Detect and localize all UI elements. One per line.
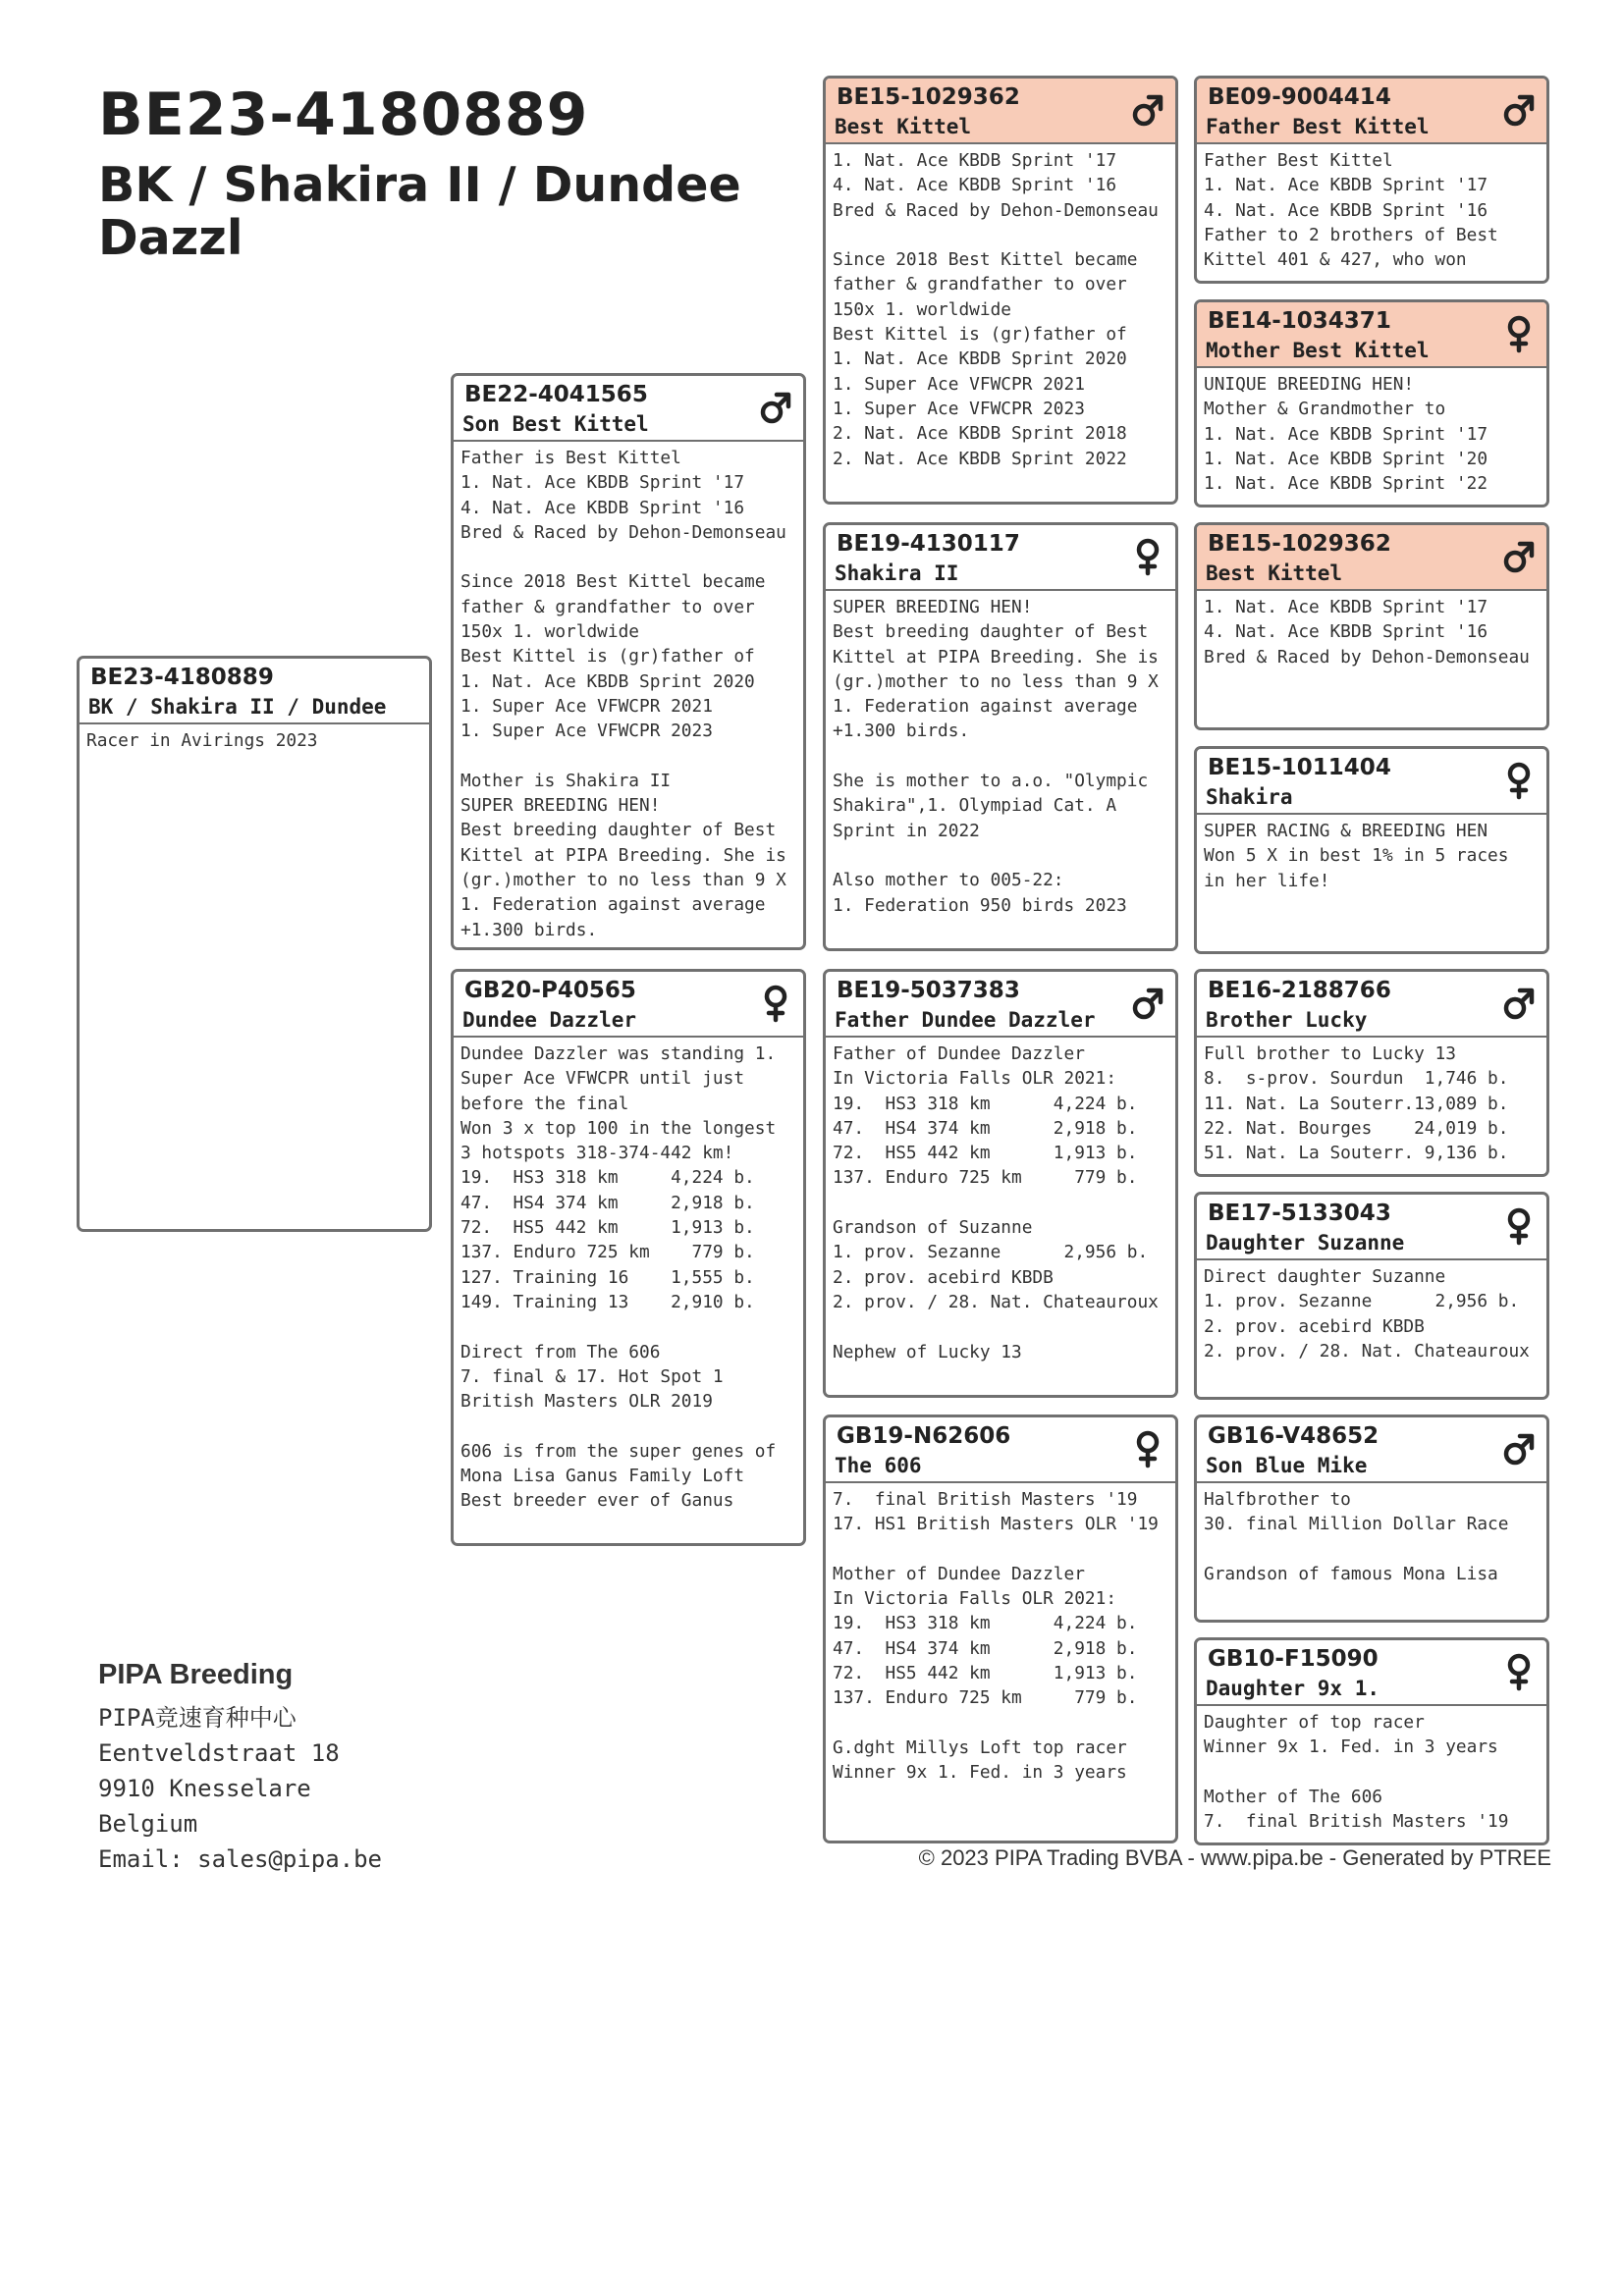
note-line: in her life! bbox=[1204, 870, 1330, 891]
pedigree-card-sire-dam bbox=[823, 522, 1178, 951]
card-notes bbox=[454, 442, 803, 946]
card-header bbox=[1197, 972, 1546, 1038]
note-line: 1. Nat. Ace KBDB Sprint '17 bbox=[1204, 597, 1488, 617]
pigeon-name: Brother Lucky bbox=[1206, 1008, 1368, 1032]
note-line: 3 hotspots 318-374-442 km! bbox=[460, 1143, 734, 1164]
ring-number: BE19-4130117 bbox=[837, 531, 1020, 557]
card-notes bbox=[1197, 368, 1546, 500]
note-line: 137. Enduro 725 km 779 b. bbox=[833, 1687, 1138, 1709]
note-line: Bred & Raced by Dehon-Demonseau bbox=[833, 199, 1159, 221]
female-symbol-icon bbox=[1130, 537, 1165, 576]
pedigree-card-dss bbox=[1194, 969, 1549, 1177]
note-line: 1. Nat. Ace KBDB Sprint '17 bbox=[1204, 423, 1488, 445]
female-symbol-icon bbox=[1501, 1206, 1537, 1246]
card-header bbox=[826, 1417, 1175, 1483]
card-header bbox=[826, 79, 1175, 144]
card-notes bbox=[1197, 1483, 1546, 1590]
note-line: Best breeding daughter of Best bbox=[833, 621, 1149, 643]
note-line: 47. HS4 374 km 2,918 b. bbox=[833, 1117, 1138, 1139]
note-line: Won 5 X in best 1% in 5 races bbox=[1204, 845, 1509, 867]
note-line: 127. Training 16 1,555 b. bbox=[460, 1266, 755, 1288]
note-line: Mona Lisa Ganus Family Loft bbox=[460, 1466, 745, 1487]
note-line: 1. Federation against average bbox=[833, 696, 1138, 718]
note-line: 30. final Million Dollar Race bbox=[1204, 1514, 1509, 1535]
female-symbol-icon bbox=[758, 984, 793, 1023]
note-line: 8. s-prov. Sourdun 1,746 b. bbox=[1204, 1068, 1509, 1090]
note-line: Won 3 x top 100 in the longest bbox=[460, 1117, 777, 1139]
note-line: SUPER BREEDING HEN! bbox=[833, 597, 1033, 617]
note-line bbox=[833, 223, 1168, 247]
card-header bbox=[826, 972, 1175, 1038]
female-symbol-icon bbox=[1501, 761, 1537, 800]
page-title-ring: BE23-4180889 bbox=[98, 80, 589, 149]
note-line: 4. Nat. Ace KBDB Sprint '16 bbox=[460, 497, 745, 518]
card-header bbox=[1197, 749, 1546, 815]
note-line: Also mother to 005-22: bbox=[833, 870, 1064, 891]
female-symbol-icon bbox=[1501, 1652, 1537, 1691]
note-line: In Victoria Falls OLR 2021: bbox=[833, 1068, 1117, 1090]
note-line: Kittel at PIPA Breeding. She is bbox=[833, 646, 1159, 667]
note-line bbox=[833, 744, 1168, 769]
note-line: UNIQUE BREEDING HEN! bbox=[1204, 374, 1415, 395]
note-line: Kittel 401 & 427, who won bbox=[1204, 249, 1467, 271]
note-line: (gr.)mother to no less than 9 X bbox=[460, 870, 786, 891]
note-line: 150x 1. worldwide bbox=[833, 298, 1011, 320]
ring-number: BE23-4180889 bbox=[90, 665, 274, 690]
note-line: 2. prov. / 28. Nat. Chateauroux bbox=[833, 1291, 1159, 1312]
note-line: 1. prov. Sezanne 2,956 b. bbox=[1204, 1291, 1520, 1312]
ring-number: GB20-P40565 bbox=[464, 978, 636, 1003]
pigeon-name: Best Kittel bbox=[835, 115, 972, 138]
ring-number: GB19-N62606 bbox=[837, 1423, 1011, 1449]
card-header bbox=[454, 376, 803, 442]
male-symbol-icon bbox=[758, 388, 793, 427]
note-line bbox=[833, 1314, 1168, 1339]
note-line: 1. Nat. Ace KBDB Sprint 2020 bbox=[460, 670, 755, 692]
pedigree-card-dsd bbox=[1194, 1192, 1549, 1400]
pedigree-card-dam-dam bbox=[823, 1415, 1178, 1843]
note-line: British Masters OLR 2019 bbox=[460, 1391, 713, 1413]
note-line bbox=[460, 1414, 796, 1438]
ring-number: BE17-5133043 bbox=[1208, 1201, 1391, 1226]
note-line: Grandson of famous Mona Lisa bbox=[1204, 1563, 1498, 1584]
female-symbol-icon bbox=[1501, 314, 1537, 353]
note-line: 11. Nat. La Souterr.13,089 b. bbox=[1204, 1093, 1509, 1114]
email-link[interactable]: Email: sales@pipa.be bbox=[98, 1845, 382, 1873]
note-line: Best Kittel is (gr)father of bbox=[460, 646, 755, 667]
page-title-name: BK / Shakira II / Dundee Dazzl bbox=[98, 157, 741, 266]
company-name: PIPA Breeding bbox=[98, 1659, 294, 1690]
note-line: 47. HS4 374 km 2,918 b. bbox=[460, 1192, 755, 1213]
card-header bbox=[80, 659, 429, 724]
pedigree-card-ssd bbox=[1194, 299, 1549, 507]
note-line: +1.300 birds. bbox=[460, 919, 598, 940]
note-line: Winner 9x 1. Fed. in 3 years bbox=[833, 1762, 1127, 1784]
ring-number: BE15-1029362 bbox=[1208, 531, 1391, 557]
card-notes bbox=[1197, 1260, 1546, 1367]
note-line: 22. Nat. Bourges 24,019 b. bbox=[1204, 1117, 1509, 1139]
note-line: 606 is from the super genes of bbox=[460, 1440, 777, 1462]
note-line: 150x 1. worldwide bbox=[460, 621, 639, 643]
card-notes bbox=[1197, 1038, 1546, 1169]
female-symbol-icon bbox=[1130, 1429, 1165, 1468]
card-notes bbox=[1197, 144, 1546, 276]
company-chinese-name: PIPA竞速育种中心 bbox=[98, 1704, 297, 1732]
note-line: Mother of The 606 bbox=[1204, 1786, 1382, 1807]
note-line: 7. final British Masters '19 bbox=[1204, 1811, 1509, 1833]
note-line: Super Ace VFWCPR until just bbox=[460, 1068, 745, 1090]
male-symbol-icon bbox=[1130, 984, 1165, 1023]
note-line: 149. Training 13 2,910 b. bbox=[460, 1291, 755, 1312]
note-line: Racer in Avirings 2023 bbox=[86, 730, 318, 751]
note-line: Bred & Raced by Dehon-Demonseau bbox=[1204, 646, 1530, 667]
card-header bbox=[1197, 79, 1546, 144]
pedigree-card-sire bbox=[451, 373, 806, 950]
card-notes bbox=[80, 724, 429, 757]
ring-number: BE16-2188766 bbox=[1208, 978, 1391, 1003]
card-header bbox=[1197, 1417, 1546, 1483]
note-line: 4. Nat. Ace KBDB Sprint '16 bbox=[833, 175, 1117, 196]
note-line: Dundee Dazzler was standing 1. bbox=[460, 1043, 777, 1064]
pigeon-name: BK / Shakira II / Dundee bbox=[88, 695, 387, 719]
pedigree-card-sds bbox=[1194, 522, 1549, 730]
pedigree-card-sire-sire bbox=[823, 76, 1178, 505]
card-header bbox=[1197, 1195, 1546, 1260]
note-line: Nephew of Lucky 13 bbox=[833, 1341, 1022, 1362]
male-symbol-icon bbox=[1501, 984, 1537, 1023]
note-line: Grandson of Suzanne bbox=[833, 1217, 1033, 1239]
note-line: 17. HS1 British Masters OLR '19 bbox=[833, 1514, 1159, 1535]
pigeon-name: Daughter Suzanne bbox=[1206, 1231, 1405, 1255]
note-line: 7. final & 17. Hot Spot 1 bbox=[460, 1365, 724, 1387]
pigeon-name: Son Best Kittel bbox=[462, 412, 649, 436]
note-line: 1. Nat. Ace KBDB Sprint '17 bbox=[833, 150, 1117, 171]
ring-number: GB16-V48652 bbox=[1208, 1423, 1380, 1449]
note-line: 1. Federation against average bbox=[460, 894, 766, 916]
pedigree-card-sdd bbox=[1194, 746, 1549, 954]
note-line: In Victoria Falls OLR 2021: bbox=[833, 1588, 1117, 1610]
card-notes bbox=[454, 1038, 803, 1518]
note-line: 137. Enduro 725 km 779 b. bbox=[460, 1242, 755, 1263]
pigeon-name: Best Kittel bbox=[1206, 561, 1343, 585]
note-line: Bred & Raced by Dehon-Demonseau bbox=[460, 521, 786, 543]
note-line: SUPER RACING & BREEDING HEN bbox=[1204, 821, 1488, 841]
address-country: Belgium bbox=[98, 1810, 198, 1838]
note-line: Best breeder ever of Ganus bbox=[460, 1490, 734, 1512]
note-line: Mother of Dundee Dazzler bbox=[833, 1563, 1085, 1584]
card-header bbox=[1197, 302, 1546, 368]
note-line: Winner 9x 1. Fed. in 3 years bbox=[1204, 1736, 1498, 1758]
note-line bbox=[833, 1711, 1168, 1735]
note-line: 1. Super Ace VFWCPR 2023 bbox=[460, 721, 713, 742]
note-line: Direct from The 606 bbox=[460, 1341, 661, 1362]
ring-number: BE22-4041565 bbox=[464, 382, 648, 407]
address-street: Eentveldstraat 18 bbox=[98, 1739, 340, 1767]
note-line: Since 2018 Best Kittel became bbox=[833, 249, 1138, 271]
note-line: 19. HS3 318 km 4,224 b. bbox=[460, 1167, 755, 1189]
note-line: Father is Best Kittel bbox=[460, 448, 681, 468]
card-notes bbox=[1197, 1706, 1546, 1838]
male-symbol-icon bbox=[1130, 90, 1165, 130]
note-line: 1. Nat. Ace KBDB Sprint '22 bbox=[1204, 473, 1488, 495]
note-line: 72. HS5 442 km 1,913 b. bbox=[833, 1143, 1138, 1164]
note-line: 2. Nat. Ace KBDB Sprint 2022 bbox=[833, 448, 1127, 469]
pigeon-name: Father Best Kittel bbox=[1206, 115, 1430, 138]
note-line: 19. HS3 318 km 4,224 b. bbox=[833, 1613, 1138, 1634]
pigeon-name: Mother Best Kittel bbox=[1206, 339, 1430, 362]
note-line bbox=[1204, 1760, 1540, 1785]
note-line bbox=[1204, 1537, 1540, 1562]
note-line: Father of Dundee Dazzler bbox=[833, 1043, 1085, 1064]
note-line bbox=[833, 1191, 1168, 1215]
card-notes bbox=[826, 591, 1175, 922]
note-line: 1. Super Ace VFWCPR 2023 bbox=[833, 398, 1085, 419]
pigeon-name: Father Dundee Dazzler bbox=[835, 1008, 1096, 1032]
pigeon-name: Son Blue Mike bbox=[1206, 1454, 1368, 1477]
note-line: Full brother to Lucky 13 bbox=[1204, 1043, 1456, 1064]
note-line: 51. Nat. La Souterr. 9,136 b. bbox=[1204, 1143, 1509, 1164]
pedigree-card-dds bbox=[1194, 1415, 1549, 1623]
note-line: She is mother to a.o. "Olympic bbox=[833, 771, 1149, 792]
note-line: 1. Super Ace VFWCPR 2021 bbox=[460, 695, 713, 717]
note-line bbox=[460, 1314, 796, 1339]
note-line: 1. Nat. Ace KBDB Sprint '20 bbox=[1204, 448, 1488, 469]
pedigree-card-dam-sire bbox=[823, 969, 1178, 1398]
company-address bbox=[98, 1700, 382, 1877]
note-line: 2. Nat. Ace KBDB Sprint 2018 bbox=[833, 423, 1127, 445]
note-line: 1. Federation 950 birds 2023 bbox=[833, 894, 1127, 916]
note-line bbox=[460, 744, 796, 769]
note-line: father & grandfather to over bbox=[833, 274, 1127, 295]
male-symbol-icon bbox=[1501, 537, 1537, 576]
note-line: 1. Nat. Ace KBDB Sprint '17 bbox=[460, 472, 745, 494]
note-line: Mother is Shakira II bbox=[460, 770, 672, 791]
note-line bbox=[460, 545, 796, 569]
note-line: 2. prov. / 28. Nat. Chateauroux bbox=[1204, 1340, 1530, 1362]
note-line: Daughter of top racer bbox=[1204, 1712, 1425, 1733]
ring-number: GB10-F15090 bbox=[1208, 1646, 1379, 1672]
male-symbol-icon bbox=[1501, 1429, 1537, 1468]
note-line: 2. prov. acebird KBDB bbox=[833, 1266, 1054, 1288]
card-notes bbox=[826, 1483, 1175, 1789]
note-line: Sprint in 2022 bbox=[833, 820, 980, 841]
ring-number: BE19-5037383 bbox=[837, 978, 1020, 1003]
note-line: Kittel at PIPA Breeding. She is bbox=[460, 844, 786, 866]
note-line: father & grandfather to over bbox=[460, 596, 755, 617]
note-line: 2. prov. acebird KBDB bbox=[1204, 1315, 1425, 1337]
pigeon-name: The 606 bbox=[835, 1454, 922, 1477]
note-line bbox=[833, 1537, 1168, 1562]
ring-number: BE15-1029362 bbox=[837, 84, 1020, 110]
pedigree-card-subject bbox=[77, 656, 432, 1232]
pigeon-name: Dundee Dazzler bbox=[462, 1008, 637, 1032]
note-line: G.dght Millys Loft top racer bbox=[833, 1736, 1127, 1758]
pigeon-name: Shakira II bbox=[835, 561, 959, 585]
card-header bbox=[826, 525, 1175, 591]
male-symbol-icon bbox=[1501, 90, 1537, 130]
note-line: Best Kittel is (gr)father of bbox=[833, 324, 1127, 346]
pedigree-card-ddd bbox=[1194, 1637, 1549, 1845]
card-notes bbox=[826, 144, 1175, 475]
note-line: 1. Nat. Ace KBDB Sprint 2020 bbox=[833, 348, 1127, 370]
note-line: +1.300 birds. bbox=[833, 721, 970, 742]
note-line: Best breeding daughter of Best bbox=[460, 820, 777, 841]
note-line: 137. Enduro 725 km 779 b. bbox=[833, 1167, 1138, 1189]
note-line: 4. Nat. Ace KBDB Sprint '16 bbox=[1204, 621, 1488, 643]
card-header bbox=[1197, 1640, 1546, 1706]
note-line: Mother & Grandmother to bbox=[1204, 399, 1446, 420]
note-line: 19. HS3 318 km 4,224 b. bbox=[833, 1093, 1138, 1114]
note-line: 1. Nat. Ace KBDB Sprint '17 bbox=[1204, 175, 1488, 196]
pigeon-name: Daughter 9x 1. bbox=[1206, 1677, 1380, 1700]
note-line bbox=[833, 843, 1168, 868]
note-line: Father to 2 brothers of Best bbox=[1204, 224, 1498, 245]
note-line: Shakira",1. Olympiad Cat. A bbox=[833, 795, 1117, 817]
note-line: 47. HS4 374 km 2,918 b. bbox=[833, 1637, 1138, 1659]
note-line: (gr.)mother to no less than 9 X bbox=[833, 670, 1159, 692]
ring-number: BE15-1011404 bbox=[1208, 755, 1391, 780]
card-header bbox=[1197, 525, 1546, 591]
ring-number: BE09-9004414 bbox=[1208, 84, 1391, 110]
ring-number: BE14-1034371 bbox=[1208, 308, 1391, 334]
card-notes bbox=[826, 1038, 1175, 1368]
note-line: Direct daughter Suzanne bbox=[1204, 1266, 1446, 1287]
note-line: Since 2018 Best Kittel became bbox=[460, 571, 766, 593]
note-line: Halfbrother to bbox=[1204, 1489, 1351, 1510]
card-header bbox=[454, 972, 803, 1038]
pedigree-card-dam bbox=[451, 969, 806, 1546]
note-line: before the final bbox=[460, 1093, 629, 1114]
address-city: 9910 Knesselare bbox=[98, 1775, 311, 1802]
copyright-notice: © 2023 PIPA Trading BVBA - www.pipa.be - Generated by PTREE bbox=[918, 1845, 1551, 1870]
pedigree-card-sss bbox=[1194, 76, 1549, 284]
note-line: 7. final British Masters '19 bbox=[833, 1489, 1138, 1510]
note-line: 72. HS5 442 km 1,913 b. bbox=[460, 1217, 755, 1239]
note-line: SUPER BREEDING HEN! bbox=[460, 795, 661, 817]
note-line: 4. Nat. Ace KBDB Sprint '16 bbox=[1204, 199, 1488, 221]
card-notes bbox=[1197, 815, 1546, 897]
note-line: Father Best Kittel bbox=[1204, 150, 1393, 171]
card-notes bbox=[1197, 591, 1546, 673]
note-line: 1. prov. Sezanne 2,956 b. bbox=[833, 1242, 1149, 1263]
note-line: 1. Super Ace VFWCPR 2021 bbox=[833, 373, 1085, 395]
pigeon-name: Shakira bbox=[1206, 785, 1293, 809]
note-line: 72. HS5 442 km 1,913 b. bbox=[833, 1663, 1138, 1684]
